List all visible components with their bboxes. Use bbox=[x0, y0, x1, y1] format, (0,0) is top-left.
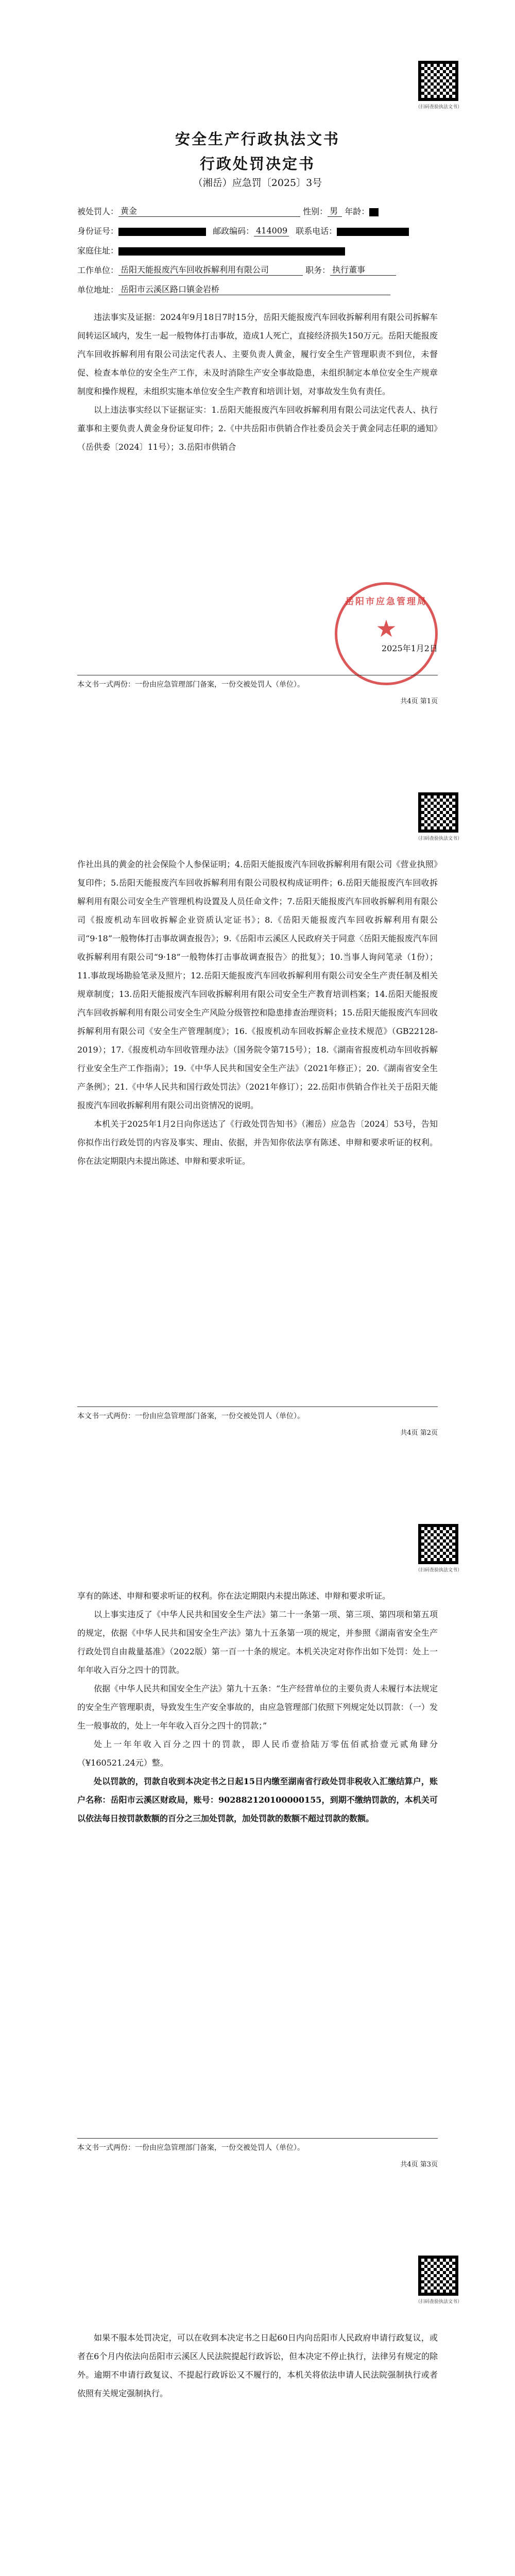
decision-date: 2025年1月2日 bbox=[381, 643, 438, 653]
unit-address-value: 岳阳市云溪区路口镇金岩桥 bbox=[118, 283, 390, 295]
age-label: 年龄： bbox=[345, 207, 370, 216]
page-4-body bbox=[77, 2329, 438, 2403]
footer-note: 本文书一式两份：一份由应急管理部门备案，一份交被处罚人（单位）。 bbox=[77, 2144, 304, 2152]
paragraph: 依据《中华人民共和国安全生产法》第九十五条：“生产经营单位的主要负责人未履行本法规定的安全生产管理职责，导致发生生产安全事故的，由应急管理部门依照下列规定处以罚款：（一）发生一般事故的，处上一年年收入百分之四十的罚款；” bbox=[77, 1684, 438, 1731]
address-redacted bbox=[118, 247, 345, 256]
unit-value: 岳阳天能报废汽车回收拆解利用有限公司 bbox=[118, 264, 303, 276]
id-redacted bbox=[118, 228, 206, 236]
footer-note: 本文书一式两份：一份由应急管理部门备案，一份交被处罚人（单位）。 bbox=[77, 681, 304, 689]
info-row-id bbox=[77, 225, 438, 238]
info-row-unit bbox=[77, 264, 438, 277]
phone-redacted bbox=[337, 228, 409, 236]
qr-caption: （扫码查验执法文书） bbox=[415, 1568, 462, 1573]
zip-label: 邮政编码： bbox=[213, 226, 254, 236]
document-page-4 bbox=[0, 2195, 515, 2576]
page-number: 共4页 第1页 bbox=[400, 698, 438, 705]
paragraph: 享有的陈述、申辩和要求听证的权利。你在法定期限内未提出陈述、申辩和要求听证。 bbox=[77, 1591, 391, 1601]
qr-code-icon[interactable] bbox=[418, 2256, 458, 2296]
footer-divider bbox=[77, 1406, 438, 1407]
document-page-1 bbox=[0, 0, 515, 726]
document-page-2 bbox=[0, 732, 515, 1458]
page-2-body bbox=[77, 855, 438, 1171]
info-row-address bbox=[77, 244, 438, 258]
qr-code-icon[interactable] bbox=[418, 61, 458, 101]
document-page-3 bbox=[0, 1463, 515, 2190]
age-redacted bbox=[369, 208, 379, 216]
id-label: 身份证号： bbox=[77, 226, 119, 236]
address-label: 家庭住址： bbox=[77, 246, 119, 256]
name-value: 黄金 bbox=[118, 205, 300, 217]
paragraph: 如果不服本处罚决定，可以在收到本决定书之日起60日内向岳阳市人民政府申请行政复议，或者在6个月内依法向岳阳市云溪区人民法院提起行政诉讼，但本决定不停止执行，法律另有规定的除外。逾期不申请行政复议、不提起行政诉讼又不履行的，本机关将依法申请人民法院强制执行或者依照有关规定强制执行。 bbox=[77, 2333, 438, 2398]
paragraph: 以上违法事实经以下证据证实：1.岳阳天能报废汽车回收拆解利用有限公司法定代表人、执行董事和主要负责人黄金身份证复印件；2.《中共岳阳市供销合作社委员会关于黄金同志任职的通知》（岳供委〔2024〕11号）；3.岳阳市供销合 bbox=[77, 405, 438, 452]
paragraph: 本机关于2025年1月2日向你送达了《行政处罚告知书》（湘岳）应急告〔2024〕53号，告知你拟作出行政处罚的内容及事实、理由、依据，并告知你依法享有陈述、申辩和要求听证的权利。你在法定期限内未提出陈述、申辩和要求听证。 bbox=[77, 1119, 438, 1166]
gender-value: 男 bbox=[328, 205, 342, 217]
name-label: 被处罚人： bbox=[77, 207, 119, 216]
star-icon: ★ bbox=[375, 615, 397, 642]
zip-value: 414009 bbox=[254, 225, 289, 236]
footer-divider bbox=[77, 2138, 438, 2139]
official-seal bbox=[335, 582, 438, 685]
qr-code-icon[interactable] bbox=[418, 1524, 458, 1564]
post-label: 职务： bbox=[305, 265, 331, 275]
paragraph: 处以罚款的，罚款自收到本决定书之日起15日内缴至湖南省行政处罚非税收入汇缴结算户，账户名称：岳阳市云溪区财政局，账号：902882120100000155，到期不缴纳罚款的，本机关可以依法每日按罚款数额的百分之三加处罚款，加处罚款的数额不超过罚款的数额。 bbox=[77, 1776, 438, 1823]
gender-label: 性别： bbox=[303, 207, 328, 216]
qr-code-icon[interactable] bbox=[418, 792, 458, 833]
paragraph: 作社出具的黄金的社会保险个人参保证明；4.岳阳天能报废汽车回收拆解利用有限公司《营业执照》复印件；5.岳阳天能报废汽车回收拆解利用有限公司股权构成证明件；6.岳阳天能报废汽车回收拆解利用有限公司安全生产管理机构设置及人员任命文件；7.岳阳天能报废汽车回收拆解利用有限公司《报废机动车回收拆解企业资质认定证书》；8.《岳阳天能报废汽车回收拆解利用有限公司“9·18”一般物体打击事故调查报告》；9.《岳阳市云溪区人民政府关于同意〈岳阳天能报废汽车回收拆解利用有限公司“9·18”一般物体打击事故调查报告〉的批复》；10.当事人询问笔录（1份）；11.事故现场勘验笔录及照片；12.岳阳天能报废汽车回收拆解利用有限公司安全生产责任制及相关规章制度；13.岳阳天能报废汽车回收拆解利用有限公司安全生产教育培训档案；14.岳阳天能报废汽车回收拆解利用有限公司安全生产风险分级管控和隐患排查治理资料；15.岳阳天能报废汽车回收拆解利用有限公司《安全生产管理制度》；16.《报废机动车回收拆解企业技术规范》（GB22128-2019）；17.《报废机动车回收管理办法》（国务院令第715号）；18.《湖南省报废机动车回收拆解行业安全生产工作指南》；19.《中华人民共和国安全生产法》（2021年修正）；20.《湖南省安全生产条例》；21.《中华人民共和国行政处罚法》（2021年修订）；22.岳阳市供销合作社关于岳阳天能报废汽车回收拆解利用有限公司出资情况的说明。 bbox=[77, 859, 438, 1110]
paragraph: 处上一年年收入百分之四十的罚款，即人民币壹拾陆万零伍佰贰拾壹元贰角肆分（¥160521.24元）整。 bbox=[77, 1739, 438, 1768]
info-row-name bbox=[77, 205, 438, 218]
page-3-body bbox=[77, 1587, 438, 1828]
page-1-body bbox=[77, 308, 438, 456]
unit-address-label: 单位地址： bbox=[77, 285, 119, 295]
info-row-unit-address bbox=[77, 283, 438, 297]
page-number: 共4页 第3页 bbox=[400, 2161, 438, 2168]
phone-label: 联系电话： bbox=[296, 226, 337, 236]
qr-caption: （扫码查验执法文书） bbox=[415, 105, 462, 110]
paragraph: 违法事实及证据：2024年9月18日7时15分，岳阳天能报废汽车回收拆解利用有限公司拆解车间转运区域内，发生一起一般物体打击事故，造成1人死亡，直接经济损失150万元。岳阳天能报废汽车回收拆解利用有限公司法定代表人、主要负责人黄金，履行安全生产管理职责不到位，未督促、检查本单位的安全生产工作，未及时消除生产安全事故隐患，未组织制定本单位安全生产规章制度和操作规程，未组织实施本单位安全生产教育和培训计划，对事故发生负有责任。 bbox=[77, 312, 438, 396]
post-value: 执行董事 bbox=[330, 264, 396, 276]
document-title: 安全生产行政执法文书 bbox=[175, 130, 340, 148]
page-number: 共4页 第2页 bbox=[400, 1429, 438, 1437]
qr-caption: （扫码查验执法文书） bbox=[415, 2299, 462, 2304]
paragraph: 以上事实违反了《中华人民共和国安全生产法》第二十一条第一项、第三项、第四项和第五项的规定，依据《中华人民共和国安全生产法》第九十五条第一项的规定，并参照《湖南省安全生产行政处罚自由裁量基准》（2022版）第一百一十条的规定。本机关决定对你作出如下处罚：处上一年年收入百分之四十的罚款。 bbox=[77, 1609, 438, 1675]
qr-caption: （扫码查验执法文书） bbox=[415, 836, 462, 841]
document-subtitle: 行政处罚决定书 bbox=[199, 155, 315, 173]
unit-label: 工作单位： bbox=[77, 265, 119, 275]
footer-note: 本文书一式两份：一份由应急管理部门备案，一份交被处罚人（单位）。 bbox=[77, 1412, 304, 1420]
document-number: （湘岳）应急罚〔2025〕3号 bbox=[193, 177, 322, 189]
seal-text: 岳阳市应急管理局 bbox=[345, 597, 427, 607]
